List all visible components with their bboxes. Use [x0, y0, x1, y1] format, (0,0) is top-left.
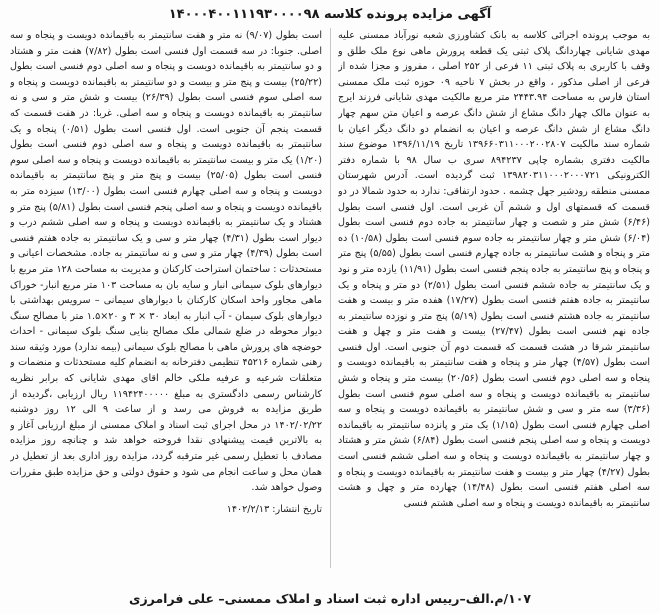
- column-divider: [330, 28, 331, 568]
- notice-column-right-text: به موجب پرونده اجرائی کلاسه به بانک کشاورزی شعبه نورآباد ممسنی علیه مهدی شایانی چهاردانگ پلاک ثبتی یک قطعه پرورش ماهی نوع ملک طلق و وقف با کاربری به پلاک ثبتی ۱۱ فرعی از ۲۵۲ اصلی ، مفروز و مجزا شده از فرعی از اصلی مذکور ، واقع در بخش ۷ ناحیه ۰۹ حوزه ثبت ملک ممسنی استان فارس به مساحت ۲۴۴۳.۹۴ متر مربع مالکیت مهدی شایانی فرزند ایرج به عنوان مالک چهار دانگ مشاع از شش دانگ عرصه و اعیان متن سهم چهار دانگ مشاع از شش دانگ عرصه و اعیان به انضمام دو دانگ دیگر اعیان با شماره سند مالکیت ۱۳۹۶۶۰۳۱۱۰۰۰۲۰۰۲۸۰۷ تاریخ ۱۳۹۶/۱۱/۱۹ موضوع سند مالکیت دفتری بشماره چاپی ۸۹۴۲۳۷ سری ب سال ۹۸ با شماره دفتر الکترونیکی ۱۳۹۸۲۰۳۱۱۰۰۰۲۰۰۰۷۲۱ ثبت گردیده است. آدرس شهرستان ممسنی منطقه رودشیر جهل چشمه . حدود ارتفاقی: ندارد به حدود شمالا در دو قسمت که قسمتهای اول و ششم آن غربی است. اول فنسی است بطول (۶/۴۶) شش متر و شصت و چهار سانتیمتر به جاده دوم فنسی است بطول (۶/۰۴) شش متر و چهار سانتیمتر به جاده سوم فنسی است بطول (۱۰/۵۸) ده متر و پنجاه و هشت سانتیمتر به جاده چهارم فنسی است بطول (۵/۵۵) پنج متر و پنجاه و پنج سانتیمتر به جاده پنجم فنسی است بطول (۱۱/۹۱) یازده متر و نود و یک سانتیمتر به جاده ششم فنسی است بطول (۲/۵۱) دو متر و پنجاه و یک سانتیمتر به جاده هفتم فنسی است بطول (۱۷/۲۷) هفده متر و بیست و هفت سانتیمتر به جاده هشتم فنسی است بطول (۵/۱۹) پنج متر و نوزده سانتیمتر به جاده نهم فنسی است بطول (۲۷/۴۷) بیست و هفت متر و چهل و هفت سانتیمتر شرقا در هشت قسمت که قسمت دوم آن جنوبی است. اول فنسی است بطول (۴/۵۷) چهار متر و پنجاه و هفت سانتیمتر به باقیمانده دویست و پنجاه و سه اصلی دوم فنسی است بطول (۲۰/۵۶) بیست متر و پنجاه و شش سانتیمتر به باقیمانده دویست و پنجاه و سه اصلی سوم فنسی است بطول (۳/۳۶) سه متر و سی و شش سانتیمتر به باقیمانده دویست و پنجاه و سه اصلی چهارم فنسی است بطول (۱/۱۵) یک متر و پانزده سانتیمتر به باقیمانده دویست و پنجاه و سه اصلی پنجم فنسی است بطول (۶/۸۴) شش متر و هشتاد و چهار سانتیمتر به باقیمانده دویست و پنجاه و سه اصلی ششم فنسی است بطول (۴/۲۷) چهار متر و بیست و هفت سانتیمتر به باقیمانده دویست و پنجاه و سه اصلی هفتم فنسی است بطول (۱۴/۴۸) چهارده متر و چهل و هشت سانتیمتر به باقیمانده دویست و پنجاه و سه اصلی هشتم فنسی: [338, 30, 650, 509]
- notice-column-left-text: است بطول (۹/۰۷) نه متر و هفت سانتیمتر به باقیمانده دویست و پنجاه و سه اصلی. جنوبا: در سه قسمت اول فنسی است بطول (۷/۸۲) هفت متر و هشتاد و دو سانتیمتر به باقیمانده دویست و پنجاه و سه اصلی دوم فنسی است بطول (۲۵/۲۲) بیست و پنج متر و بیست و دو سانتیمتر به باقیمانده دویست و پنجاه و سه اصلی سوم فنسی است بطول (۲۶/۳۹) بیست و شش متر و سی و نه سانتیمتر به باقیمانده دویست و پنجاه و سه اصلی. غربا: در هفت قسمت که قسمت پنجم آن جنوبی است. اول فنسی است بطول (۰/۵۱) پنجاه و یک سانتیمتر به باقیمانده دویست و پنجاه و سه اصلی دوم فنسی است بطول (۱/۲۰) یک متر و بیست سانتیمتر به باقیمانده دویست و پنجاه و سه اصلی سوم فنسی است بطول (۲۵/۰۵) بیست و پنج متر و پنج سانتیمتر به باقیمانده دویست و پنجاه و سه اصلی چهارم فنسی است بطول (۱۳/۰۰) سیزده متر به باقیمانده دویست و پنجاه و سه اصلی پنجم فنسی است بطول (۵/۸۱) پنج متر و هشتاد و یک سانتیمتر به باقیمانده دویست و پنجاه و سه اصلی ششم درب و دیوار است بطول (۴/۳۱) چهار متر و سی و یک سانتیمتر به جاده هفتم فنسی است بطول (۴/۳۹) چهار متر و سی و نه سانتیمتر به جاده. مشخصات اعیانی و مستحدثات : ساختمان استراحت کارکنان و مدیریت به مساحت ۱۲۸ متر مربع با دیوارهای بلوک سیمانی انبار و سایه بان به مساحت ۱۰۳ متر مربع انبار- خوراک ماهی مجاور واحد اسکان کارکنان با دیوارهای سیمانی – سرویس بهداشتی با دیوارهای بلوک سیمان - آب انبار به ابعاد ۳۰ × ۳ و ۲۰×۱.۵ متر با مصالح سنگ دیوار محوطه در ضلع شمالی ملک مصالح بنایی سنگ بلوک سیمانی - احداث حوضچه های پرورش ماهی با مصالح بلوک سیمانی (بیمه ندارد) مورد وثیقه سند رهنی شماره ۴۵۲۱۶ تنظیمی دفترخانه به انضمام کلیه مستحدثات و منضمات و متعلقات شرعیه و عرفیه ملکی خالم اقای مهدی شایانی که برابر نظریه کارشناس رسمی دادگستری به مبلغ ۱۱۹۴۲۴۰۰۰۰۰ ریال ارزیابی ،گردیده از طریق مزایده به فروش می رسد و از ساعت ۹ الی ۱۲ روز دوشنبه ۱۴۰۲/۰۲/۲۲ در محل اجرای ثبت اسناد و املاک ممسنی از مبلغ ارزیابی آغاز و به بالاترین قیمت پیشنهادی نقدا فروخته خواهد شد و چنانچه روز مزایده مصادف با تعطیل رسمی غیر مترقبه گردد، مزایده روز اداری بعد از تعطیل در همان محل و ساعت انجام می شود و حقوق دولتی و حق مزایده طبق مقررات وصول خواهد شد.: [10, 30, 322, 494]
- notice-column-left: [10, 28, 322, 568]
- notice-column-right: [338, 28, 650, 568]
- notice-body: [10, 28, 650, 568]
- notice-title: آگهی مزایده پرونده کلاسه ۱۴۰۰۰۴۰۰۱۱۱۹۳۰۰۰۰۹۸: [168, 7, 492, 22]
- publication-date: تاریخ انتشار: ۱۴۰۲/۲/۱۳: [226, 503, 322, 515]
- notice-signature: ۱۰۷/م.الف–رییس اداره ثبت اسناد و املاک ممسنی– علی فرامرزی: [129, 591, 531, 606]
